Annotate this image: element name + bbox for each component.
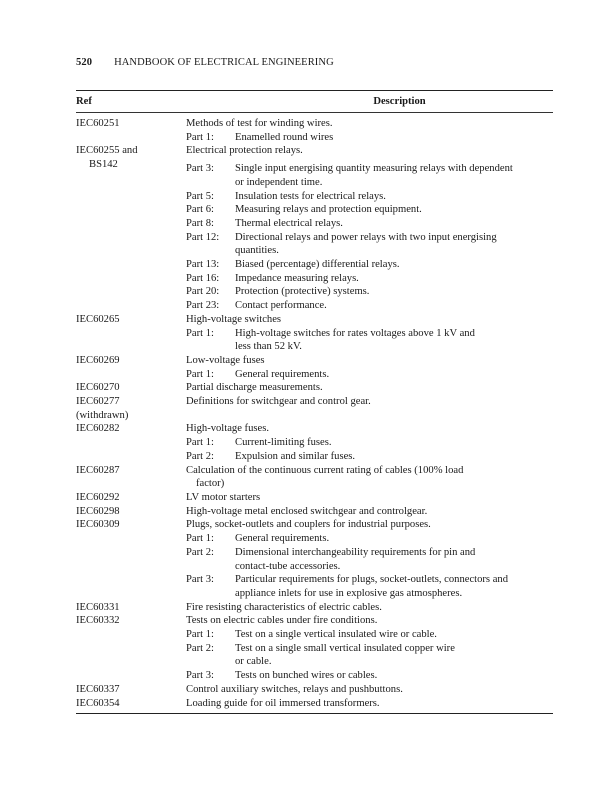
part-item	[186, 272, 553, 286]
part-text	[235, 217, 553, 231]
part-text-line: Particular requirements for plugs, socket-outlets, connectors and	[235, 574, 509, 586]
part-label: Part 1:	[186, 533, 214, 545]
part-text-line: Tests on bunched wires or cables.	[235, 670, 378, 682]
table-row	[76, 518, 553, 600]
table-row	[76, 422, 553, 463]
description-cell	[186, 464, 553, 491]
part-text	[235, 231, 553, 258]
part-text-line: Contact performance.	[235, 300, 327, 312]
ref-code: IEC60282	[76, 423, 120, 435]
part-text-line: Single input energising quantity measuring relays with dependent	[235, 163, 513, 175]
description-text: High-voltage metal enclosed switchgear and controlgear.	[186, 505, 428, 517]
part-item	[186, 669, 553, 683]
part-item	[186, 299, 553, 313]
ref-cell	[76, 683, 186, 697]
part-label: Part 2:	[186, 642, 214, 654]
description-cell	[186, 518, 553, 600]
running-header	[76, 57, 334, 68]
part-item	[186, 436, 553, 450]
part-text	[235, 436, 553, 450]
part-item	[186, 628, 553, 642]
part-item	[186, 546, 553, 573]
part-label: Part 12:	[186, 231, 220, 243]
part-label: Part 1:	[186, 327, 214, 339]
part-text	[235, 628, 553, 642]
description-column-header: Description	[373, 96, 426, 107]
part-item	[186, 131, 553, 145]
ref-cell	[76, 381, 186, 395]
table-row	[76, 614, 553, 683]
ref-code: IEC60270	[76, 382, 120, 394]
description-text: Tests on electric cables under fire conditions.	[186, 615, 378, 627]
part-text	[235, 368, 553, 382]
part-label: Part 23:	[186, 300, 220, 312]
part-text-line: or cable.	[235, 656, 272, 668]
part-label: Part 2:	[186, 450, 214, 462]
ref-cell	[76, 614, 186, 683]
part-text-line: Enamelled round wires	[235, 131, 334, 143]
part-text	[235, 546, 553, 573]
part-label: Part 1:	[186, 437, 214, 449]
part-text	[235, 450, 553, 464]
part-text-line: General requirements.	[235, 368, 330, 380]
part-text	[235, 258, 553, 272]
table-row	[76, 354, 553, 381]
part-text	[235, 573, 553, 600]
ref-code: IEC60309	[76, 519, 120, 531]
description-text: Partial discharge measurements.	[186, 382, 323, 394]
part-text-line: Test on a single small vertical insulated copper wire	[235, 642, 455, 654]
part-label: Part 16:	[186, 272, 220, 284]
ref-code: (withdrawn)	[76, 409, 129, 421]
part-text-line: Directional relays and power relays with two input energising	[235, 231, 497, 243]
description-text: factor)	[196, 478, 225, 490]
part-label: Part 3:	[186, 670, 214, 682]
ref-cell	[76, 313, 186, 354]
part-item	[186, 573, 553, 600]
part-item	[186, 190, 553, 204]
part-text-line: Current-limiting fuses.	[235, 437, 332, 449]
table-row	[76, 601, 553, 615]
description-cell	[186, 505, 553, 519]
ref-column-header: Ref	[76, 96, 92, 107]
description-text: Definitions for switchgear and control gear.	[186, 396, 371, 408]
ref-code: IEC60292	[76, 491, 120, 503]
description-text: Loading guide for oil immersed transformers.	[186, 697, 380, 709]
table-body	[76, 113, 553, 710]
table-row	[76, 144, 553, 312]
description-text: Electrical protection relays.	[186, 145, 303, 157]
part-item	[186, 327, 553, 354]
part-text	[235, 190, 553, 204]
part-text-line: Test on a single vertical insulated wire or cable.	[235, 629, 437, 641]
ref-code: IEC60354	[76, 697, 120, 709]
description-cell	[186, 313, 553, 354]
part-label: Part 1:	[186, 368, 214, 380]
ref-code: IEC60269	[76, 354, 120, 366]
part-item	[186, 285, 553, 299]
part-item	[186, 368, 553, 382]
ref-code: BS142	[89, 159, 118, 171]
part-item	[186, 231, 553, 258]
table-row	[76, 395, 553, 422]
part-text-line: quantities.	[235, 245, 279, 257]
description-cell	[186, 601, 553, 615]
part-text-line: less than 52 kV.	[235, 341, 302, 353]
part-text-line: Expulsion and similar fuses.	[235, 450, 356, 462]
description-cell	[186, 354, 553, 381]
part-text-line: or independent time.	[235, 176, 323, 188]
description-text: Methods of test for winding wires.	[186, 118, 333, 129]
ref-code: IEC60287	[76, 464, 120, 476]
description-text: Calculation of the continuous current rating of cables (100% load	[186, 464, 464, 476]
part-item	[186, 532, 553, 546]
ref-code: IEC60332	[76, 615, 120, 627]
part-label: Part 1:	[186, 131, 214, 143]
description-text: High-voltage fuses.	[186, 423, 269, 435]
ref-code: IEC60337	[76, 683, 120, 695]
part-item	[186, 642, 553, 669]
ref-cell	[76, 354, 186, 381]
part-text-line: Thermal electrical relays.	[235, 217, 343, 229]
part-item	[186, 217, 553, 231]
ref-cell	[76, 144, 186, 312]
ref-cell	[76, 697, 186, 711]
ref-cell	[76, 395, 186, 422]
ref-code: IEC60277	[76, 396, 120, 408]
standards-table	[76, 90, 553, 714]
ref-cell	[76, 464, 186, 491]
table-bottom-rule	[76, 713, 553, 714]
ref-cell	[76, 117, 186, 144]
description-cell	[186, 614, 553, 683]
part-text	[235, 299, 553, 313]
part-text	[235, 532, 553, 546]
part-text-line: Protection (protective) systems.	[235, 286, 370, 298]
table-row	[76, 491, 553, 505]
part-text-line: contact-tube accessories.	[235, 560, 341, 572]
part-label: Part 20:	[186, 286, 220, 298]
part-text	[235, 285, 553, 299]
table-row	[76, 381, 553, 395]
part-text-line: Insulation tests for electrical relays.	[235, 190, 386, 202]
description-text: LV motor starters	[186, 491, 261, 503]
part-text-line: Dimensional interchangeability requirements for pin and	[235, 546, 476, 558]
description-text: High-voltage switches	[186, 313, 282, 325]
description-cell	[186, 381, 553, 395]
part-text-line: Measuring relays and protection equipment.	[235, 204, 422, 216]
part-label: Part 3:	[186, 163, 214, 175]
table-header-row	[76, 91, 553, 108]
part-text	[235, 272, 553, 286]
ref-code: IEC60251	[76, 118, 120, 129]
ref-cell	[76, 601, 186, 615]
part-text	[235, 162, 553, 189]
table-row	[76, 697, 553, 711]
description-text: Fire resisting characteristics of electric cables.	[186, 601, 382, 613]
description-text: Low-voltage fuses	[186, 354, 265, 366]
ref-cell	[76, 422, 186, 463]
part-text	[235, 669, 553, 683]
description-cell	[186, 697, 553, 711]
description-cell	[186, 491, 553, 505]
part-text-line: Biased (percentage) differential relays.	[235, 259, 400, 271]
part-text-line: High-voltage switches for rates voltages above 1 kV and	[235, 327, 475, 339]
part-label: Part 8:	[186, 217, 214, 229]
description-text: Control auxiliary switches, relays and pushbuttons.	[186, 683, 403, 695]
part-label: Part 2:	[186, 546, 214, 558]
description-cell	[186, 422, 553, 463]
part-label: Part 1:	[186, 629, 214, 641]
table-row	[76, 313, 553, 354]
part-item	[186, 203, 553, 217]
ref-cell	[76, 518, 186, 600]
part-label: Part 13:	[186, 259, 220, 271]
part-text-line: appliance inlets for use in explosive gas atmospheres.	[235, 587, 463, 599]
running-title: HANDBOOK OF ELECTRICAL ENGINEERING	[114, 57, 334, 68]
part-text	[235, 203, 553, 217]
part-text	[235, 131, 553, 145]
part-item	[186, 162, 553, 189]
description-text: Plugs, socket-outlets and couplers for industrial purposes.	[186, 519, 431, 531]
page-number: 520	[76, 57, 93, 68]
ref-cell	[76, 505, 186, 519]
part-label: Part 3:	[186, 574, 214, 586]
ref-cell	[76, 491, 186, 505]
table-row	[76, 683, 553, 697]
part-label: Part 5:	[186, 190, 214, 202]
part-text	[235, 642, 553, 669]
ref-code: IEC60331	[76, 601, 120, 613]
ref-code: IEC60255 and	[76, 145, 138, 157]
description-cell	[186, 683, 553, 697]
part-item	[186, 258, 553, 272]
table-row	[76, 505, 553, 519]
description-cell	[186, 395, 553, 422]
part-text-line: Impedance measuring relays.	[235, 272, 359, 284]
description-cell	[186, 117, 553, 144]
table-row	[76, 464, 553, 491]
table-row	[76, 117, 553, 144]
part-text-line: General requirements.	[235, 533, 330, 545]
part-item	[186, 450, 553, 464]
ref-code: IEC60298	[76, 505, 120, 517]
description-cell	[186, 144, 553, 312]
part-label: Part 6:	[186, 204, 214, 216]
part-text	[235, 327, 553, 354]
ref-code: IEC60265	[76, 313, 120, 325]
